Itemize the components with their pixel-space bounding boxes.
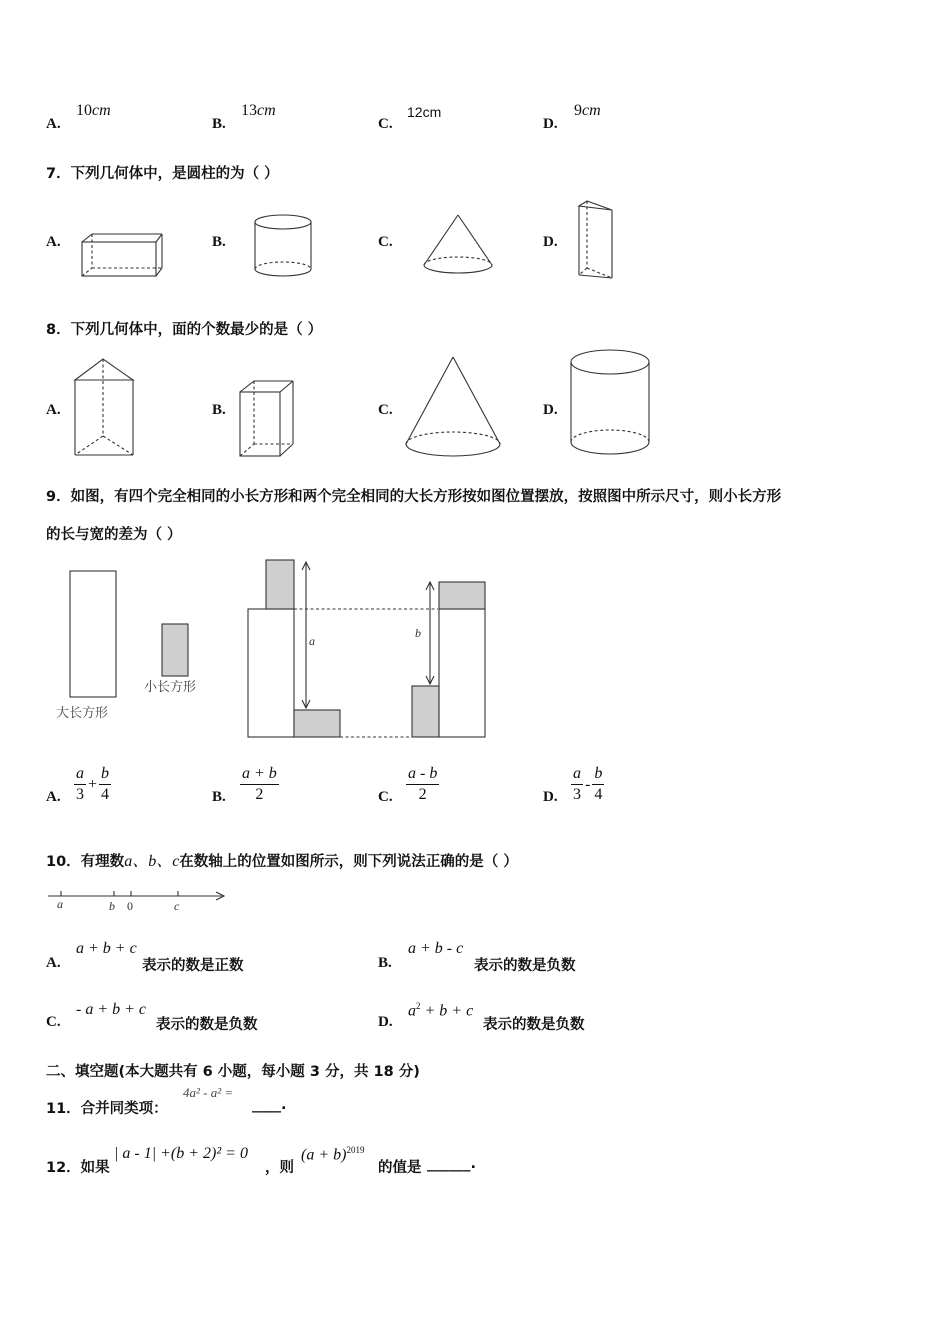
- axis-label-zero: 0: [127, 899, 133, 913]
- q10-option-d-label: D.: [378, 1014, 393, 1030]
- q8-option-a-label: A.: [46, 402, 61, 418]
- q6-option-b-label: B.: [212, 116, 226, 132]
- q7-option-a-label: A.: [46, 234, 61, 250]
- q10-option-c-expr: - a + b + c: [76, 1001, 147, 1018]
- q8-option-d-label: D.: [543, 402, 558, 418]
- q10-option-a-label: A.: [46, 955, 61, 971]
- q10-number-line: [46, 886, 230, 914]
- q7-triangular-prism-figure: [574, 198, 618, 282]
- q7-option-b-label: B.: [212, 234, 226, 250]
- axis-label-c: c: [174, 899, 180, 913]
- small-rectangle: [162, 624, 188, 676]
- q11-answer-blank: ____.: [252, 1097, 287, 1113]
- q10-option-d-expr: $a^2 + b + c$: [408, 1001, 474, 1020]
- q12-answer-blank: ______.: [427, 1156, 477, 1172]
- q7-option-c-label: C.: [378, 234, 393, 250]
- q6-option-a-label: A.: [46, 116, 61, 132]
- q11-expression: 4a² - a² =: [183, 1085, 234, 1100]
- q6-option-a-value: 10cm: [76, 102, 111, 119]
- big-rectangle: [70, 571, 116, 697]
- q11-question-text: 11．合并同类项：: [46, 1101, 168, 1117]
- q8-cube-prism-figure: [236, 378, 298, 460]
- q10-option-b-label: B.: [378, 955, 392, 971]
- q7-cylinder-figure: [252, 213, 314, 279]
- dimension-a-label: a: [309, 634, 315, 648]
- section-2-title: 二、填空题(本大题共有 6 小题，每小题 3 分，共 18 分): [46, 1064, 420, 1080]
- q9-option-c-label: C.: [378, 789, 393, 805]
- q9-option-c-expr: $\frac{a - b}{2}$: [408, 765, 438, 803]
- q6-option-b-value: 13cm: [241, 102, 276, 119]
- q9-option-a-expr: $\frac{a}{3}$ + $\frac{b}{4}$: [76, 765, 110, 803]
- dimension-b-label: b: [415, 626, 421, 640]
- q12-expression: $(a + b)^{2019}$: [301, 1145, 365, 1164]
- q12-question-prefix: 12．如果: [46, 1160, 110, 1176]
- q10-question-text: 10．有理数a、b、c在数轴上的位置如图所示，则下列说法正确的是（ ）: [46, 853, 518, 870]
- q6-option-d-value: 9cm: [574, 102, 601, 119]
- q10-option-d-text: 表示的数是负数: [483, 1017, 585, 1033]
- q10-option-b-text: 表示的数是负数: [474, 958, 576, 974]
- q7-option-d-label: D.: [543, 234, 558, 250]
- q10-option-a-expr: a + b + c: [76, 940, 137, 957]
- q8-cone-figure: [402, 354, 504, 462]
- big-rectangle-label: 大长方形: [56, 706, 109, 721]
- q6-option-c-label: C.: [378, 116, 393, 132]
- q8-cylinder-figure: [567, 346, 653, 462]
- q8-option-b-label: B.: [212, 402, 226, 418]
- axis-label-a: a: [57, 897, 63, 911]
- q12-question-suffix: 的值是: [378, 1160, 422, 1176]
- q9-question-line1: 9．如图，有四个完全相同的小长方形和两个完全相同的大长方形按如图位置摆放，按照图中所示尺寸，则小长方形: [46, 489, 782, 505]
- q6-option-d-label: D.: [543, 116, 558, 132]
- q9-option-b-expr: $\frac{a + b}{2}$: [242, 765, 277, 803]
- q6-option-c-value: 12cm: [407, 104, 442, 120]
- q9-rectangles-figure: [50, 560, 490, 750]
- q8-option-c-label: C.: [378, 402, 393, 418]
- q7-cone-figure: [420, 212, 496, 278]
- q10-option-c-text: 表示的数是负数: [156, 1017, 258, 1033]
- q8-question-text: 8．下列几何体中，面的个数最少的是（ ）: [46, 322, 323, 338]
- q9-option-a-label: A.: [46, 789, 61, 805]
- q10-option-a-text: 表示的数是正数: [142, 958, 244, 974]
- axis-label-b: b: [109, 899, 115, 913]
- q7-question-text: 7．下列几何体中，是圆柱的为（ ）: [46, 166, 279, 182]
- q12-condition: | a - 1| +(b + 2)² = 0: [114, 1145, 248, 1162]
- q9-question-line2: 的长与宽的差为（ ）: [46, 527, 182, 543]
- q12-question-mid: ，则: [265, 1160, 294, 1176]
- small-rectangle-label: 小长方形: [144, 680, 197, 695]
- q8-triangular-prism-figure: [72, 356, 138, 460]
- q9-option-b-label: B.: [212, 789, 226, 805]
- q7-rectangular-prism-figure: [78, 232, 164, 280]
- q9-option-d-expr: $\frac{a}{3}$ - $\frac{b}{4}$: [573, 765, 603, 803]
- q10-option-c-label: C.: [46, 1014, 61, 1030]
- q9-option-d-label: D.: [543, 789, 558, 805]
- q10-option-b-expr: a + b - c: [408, 940, 464, 957]
